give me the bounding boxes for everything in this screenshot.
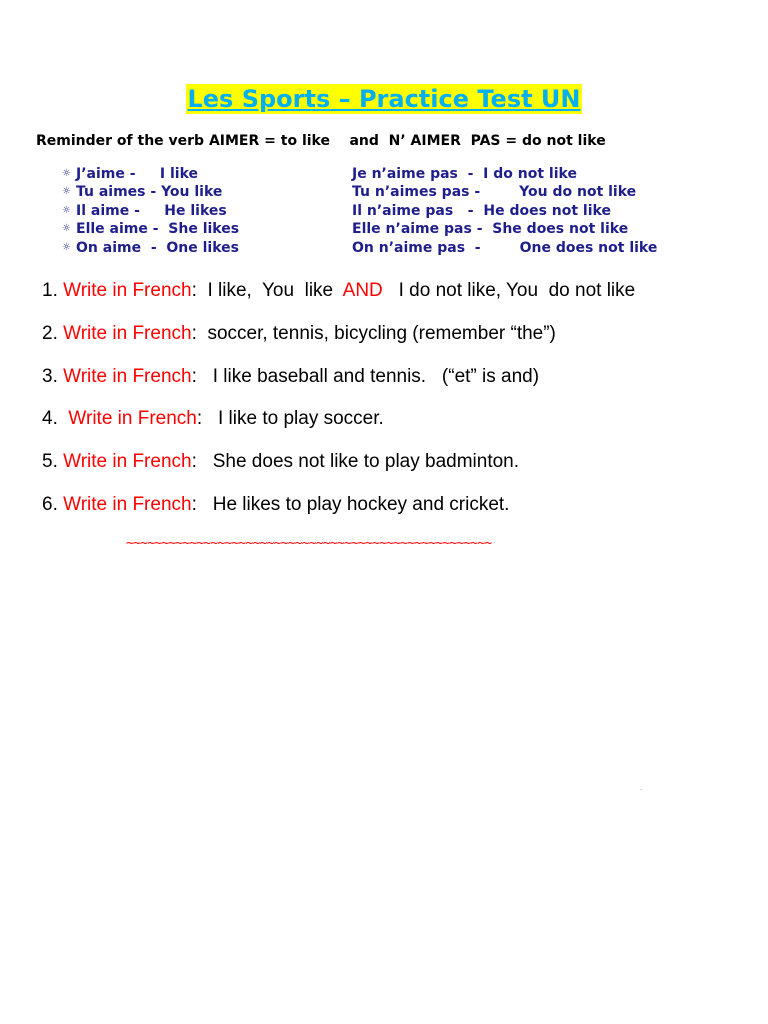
tilde-divider: ~~~~~~~~~~~~~~~~~~~~~~~~~~~~~~~~~~~~~~~~~~~~~~~~~~~~ bbox=[126, 536, 492, 551]
question-text: soccer, tennis, bicycling (remember “the”) bbox=[207, 322, 556, 344]
instruction-label: Write in French bbox=[63, 451, 192, 473]
question-number: 2. bbox=[42, 322, 64, 344]
question-text: I like to play soccer. bbox=[218, 408, 384, 430]
page-title: Les Sports – Practice Test UN bbox=[187, 85, 581, 113]
conjugation-row bbox=[62, 220, 702, 238]
question-number: 1. bbox=[42, 280, 64, 301]
question-item bbox=[42, 321, 742, 364]
emphasis-word: AND bbox=[342, 280, 383, 301]
label-separator: : bbox=[191, 365, 213, 387]
question-item bbox=[42, 406, 742, 449]
instruction-label: Write in French bbox=[63, 365, 192, 387]
instruction-label: Write in French bbox=[63, 322, 192, 344]
affirmative-form: Tu aimes - You like bbox=[76, 184, 223, 201]
title-container bbox=[0, 84, 768, 114]
question-number: 4. bbox=[42, 408, 69, 430]
sun-bullet-icon: ☼ bbox=[62, 223, 71, 235]
conjugation-row bbox=[62, 165, 702, 183]
question-text-continued: I do not like, You do not like bbox=[382, 280, 636, 301]
conjugation-row bbox=[62, 183, 702, 201]
question-number: 5. bbox=[42, 451, 64, 473]
question-text: I like baseball and tennis. (“et” is and) bbox=[212, 365, 540, 387]
verb-reminder: Reminder of the verb AIMER = to like and N’ AIMER PAS = do not like bbox=[36, 133, 606, 149]
question-number: 6. bbox=[42, 493, 64, 515]
question-item bbox=[42, 278, 742, 321]
sun-bullet-icon: ☼ bbox=[62, 204, 71, 216]
conjugation-row bbox=[62, 202, 702, 220]
instruction-label: Write in French bbox=[63, 493, 192, 515]
question-text: He likes to play hockey and cricket. bbox=[212, 493, 510, 515]
sun-bullet-icon: ☼ bbox=[62, 168, 71, 179]
sun-bullet-icon: ☼ bbox=[62, 186, 71, 198]
question-number: 3. bbox=[42, 365, 64, 387]
question-list bbox=[42, 278, 742, 535]
negative-form: On n’aime pas - One does not like bbox=[352, 239, 658, 256]
instruction-label: Write in French bbox=[68, 408, 197, 430]
instruction-label: Write in French bbox=[63, 280, 192, 301]
sun-bullet-icon: ☼ bbox=[62, 241, 71, 253]
label-separator: : bbox=[191, 451, 213, 473]
affirmative-form: Il aime - He likes bbox=[76, 202, 227, 219]
conjugation-row bbox=[62, 239, 702, 257]
label-separator: : bbox=[191, 280, 208, 301]
label-separator: : bbox=[196, 408, 218, 430]
affirmative-form: Elle aime - She likes bbox=[76, 221, 240, 238]
negative-form: Il n’aime pas - He does not like bbox=[352, 202, 611, 219]
affirmative-form: On aime - One likes bbox=[76, 239, 239, 256]
label-separator: : bbox=[191, 493, 213, 515]
question-text: I like, You like bbox=[207, 280, 343, 301]
conjugation-list bbox=[62, 165, 702, 257]
question-text: She does not like to play badminton. bbox=[212, 451, 520, 473]
label-separator: : bbox=[191, 322, 208, 344]
negative-form: Tu n’aimes pas - You do not like bbox=[352, 184, 637, 201]
stray-mark: - bbox=[640, 786, 643, 793]
affirmative-form: J’aime - I like bbox=[76, 166, 199, 182]
negative-form: Je n’aime pas - I do not like bbox=[352, 166, 577, 182]
question-item bbox=[42, 449, 742, 492]
negative-form: Elle n’aime pas - She does not like bbox=[352, 221, 629, 238]
question-item bbox=[42, 492, 742, 535]
question-item bbox=[42, 364, 742, 407]
